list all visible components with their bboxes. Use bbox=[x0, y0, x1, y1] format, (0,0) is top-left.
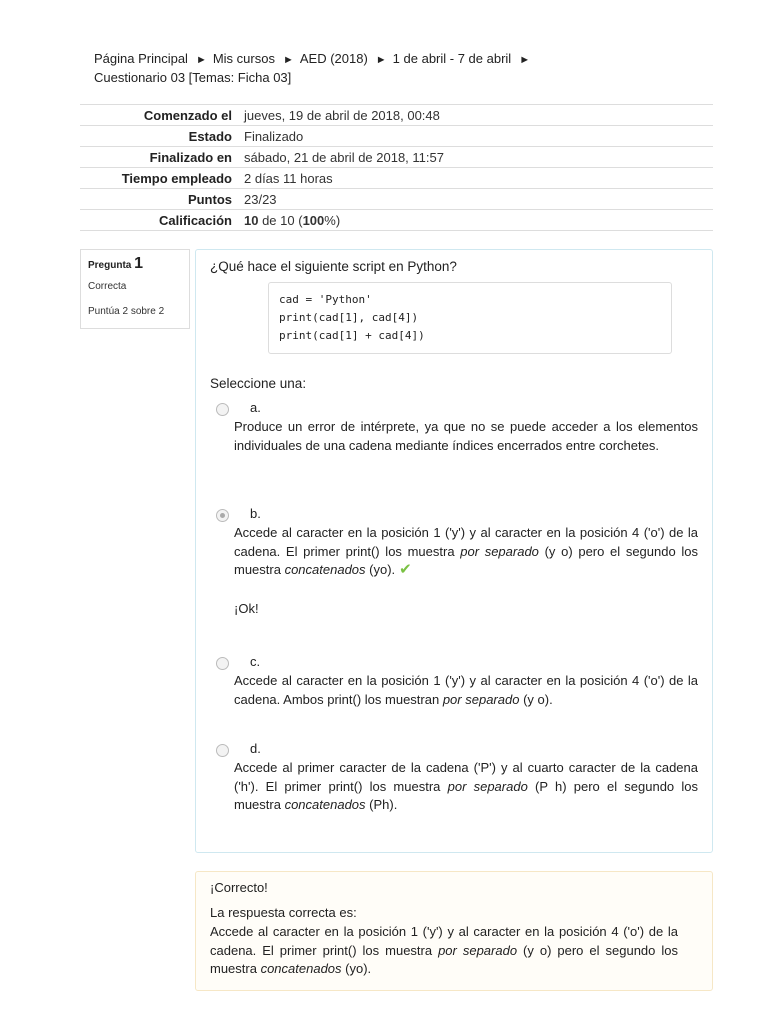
option-feedback: ¡Ok! bbox=[234, 601, 259, 616]
question-label: Pregunta bbox=[88, 260, 132, 271]
summary-row-started bbox=[80, 105, 713, 126]
summary-value bbox=[242, 210, 713, 231]
answer-text-emphasis: concatenados bbox=[260, 961, 342, 976]
correct-answer-label: La respuesta correcta es: bbox=[210, 905, 357, 920]
answer-text-emphasis: por separado bbox=[438, 942, 518, 958]
option-text bbox=[234, 759, 698, 815]
question-number bbox=[88, 255, 143, 273]
breadcrumb-separator: ► bbox=[519, 54, 531, 66]
breadcrumb-quiz[interactable]: Cuestionario 03 [Temas: Ficha 03] bbox=[94, 70, 292, 85]
option-text: Produce un error de intérprete, ya que no se puede acceder a los elementos individuales de una cadena mediante índices encerrados entre corchetes. bbox=[234, 419, 698, 453]
summary-row-finished bbox=[80, 147, 713, 168]
summary-label: Finalizado en bbox=[80, 147, 242, 168]
option-text-part: (y o) pero el segundo los muestra bbox=[234, 543, 698, 577]
summary-row-time bbox=[80, 168, 713, 189]
question-info-panel bbox=[80, 249, 190, 329]
option-letter: c. bbox=[250, 654, 261, 669]
summary-label: Tiempo empleado bbox=[80, 168, 242, 189]
answer-text-part: Accede al caracter en la posición 1 ('y') y al caracter en la posición 4 ('o') de la cadena. El primer print() los muestra bbox=[210, 924, 678, 958]
summary-label: Puntos bbox=[80, 189, 242, 210]
code-line: print(cad[1] + cad[4]) bbox=[279, 329, 425, 342]
grade-percent: 100 bbox=[302, 212, 325, 228]
feedback-title: ¡Correcto! bbox=[210, 880, 268, 895]
option-text-part: (y o). bbox=[519, 691, 553, 707]
breadcrumb-home[interactable]: Página Principal bbox=[94, 51, 188, 66]
question-state: Correcta bbox=[88, 281, 127, 292]
option-text-part: Accede al caracter en la posición 1 ('y') y al caracter en la posición 4 ('o') de la cadena. El primer print() los muestra bbox=[234, 525, 698, 559]
summary-value: Finalizado bbox=[242, 126, 713, 147]
breadcrumb-separator: ► bbox=[375, 54, 387, 66]
option-text-emphasis: por separado bbox=[442, 691, 520, 707]
radio-option-d[interactable] bbox=[216, 744, 229, 757]
code-line: print(cad[1], cad[4]) bbox=[279, 311, 419, 324]
question-grade: Puntúa 2 sobre 2 bbox=[88, 306, 165, 317]
grade-text: de 10 ( bbox=[258, 212, 303, 228]
summary-row-points bbox=[80, 189, 713, 210]
option-text-part: Accede al primer caracter de la cadena ('P') y al cuarto caracter de la cadena ('h'). El primer print() los muestra bbox=[234, 760, 698, 794]
grade-text: %) bbox=[324, 212, 341, 228]
option-letter: a. bbox=[250, 400, 261, 415]
option-text-emphasis: por separado bbox=[447, 778, 528, 794]
question-content bbox=[195, 249, 713, 853]
option-text bbox=[234, 524, 698, 580]
question-number-value: 1 bbox=[134, 255, 144, 272]
option-text-part: Accede al caracter en la posición 1 ('y') y al caracter en la posición 4 ('o') de la cadena. Ambos print() los muestran bbox=[234, 673, 698, 707]
option-text bbox=[234, 672, 698, 709]
code-line: cad = 'Python' bbox=[279, 293, 372, 306]
check-icon: ✔ bbox=[399, 561, 412, 578]
radio-option-b[interactable] bbox=[216, 509, 229, 522]
option-text-part: (P h) pero el segundo los muestra bbox=[234, 778, 698, 812]
option-letter: b. bbox=[250, 506, 261, 521]
option-letter: d. bbox=[250, 741, 261, 756]
option-text-part: (yo). bbox=[365, 562, 396, 577]
summary-value: 2 días 11 horas bbox=[242, 168, 713, 189]
summary-value: jueves, 19 de abril de 2018, 00:48 bbox=[242, 105, 713, 126]
option-text-part: (Ph). bbox=[365, 797, 398, 812]
option-text-emphasis: concatenados bbox=[284, 797, 366, 812]
summary-value: 23/23 bbox=[242, 189, 713, 210]
breadcrumb-section[interactable]: 1 de abril - 7 de abril bbox=[392, 51, 512, 66]
radio-option-a[interactable] bbox=[216, 403, 229, 416]
breadcrumb-separator: ► bbox=[282, 54, 294, 66]
question-text: ¿Qué hace el siguiente script en Python? bbox=[210, 259, 457, 274]
radio-option-c[interactable] bbox=[216, 657, 229, 670]
code-block bbox=[268, 282, 672, 354]
summary-row-grade bbox=[80, 210, 713, 231]
summary-row-state bbox=[80, 126, 713, 147]
breadcrumb-separator: ► bbox=[195, 54, 207, 66]
summary-label: Comenzado el bbox=[80, 105, 242, 126]
breadcrumb bbox=[94, 50, 694, 87]
feedback-panel bbox=[195, 871, 713, 991]
summary-label: Calificación bbox=[80, 210, 242, 231]
grade-score: 10 bbox=[244, 212, 259, 228]
attempt-summary-table bbox=[80, 104, 713, 231]
breadcrumb-my-courses[interactable]: Mis cursos bbox=[212, 51, 275, 66]
answer-text-part: (y o) pero el segundo los muestra bbox=[210, 942, 678, 976]
breadcrumb-course[interactable]: AED (2018) bbox=[299, 51, 368, 66]
summary-label: Estado bbox=[80, 126, 242, 147]
summary-value: sábado, 21 de abril de 2018, 11:57 bbox=[242, 147, 713, 168]
option-text-emphasis: concatenados bbox=[284, 562, 366, 577]
answer-text-part: (yo). bbox=[341, 961, 372, 976]
answer-prompt: Seleccione una: bbox=[210, 376, 307, 391]
option-text-emphasis: por separado bbox=[460, 543, 539, 559]
correct-answer-text bbox=[210, 923, 678, 979]
